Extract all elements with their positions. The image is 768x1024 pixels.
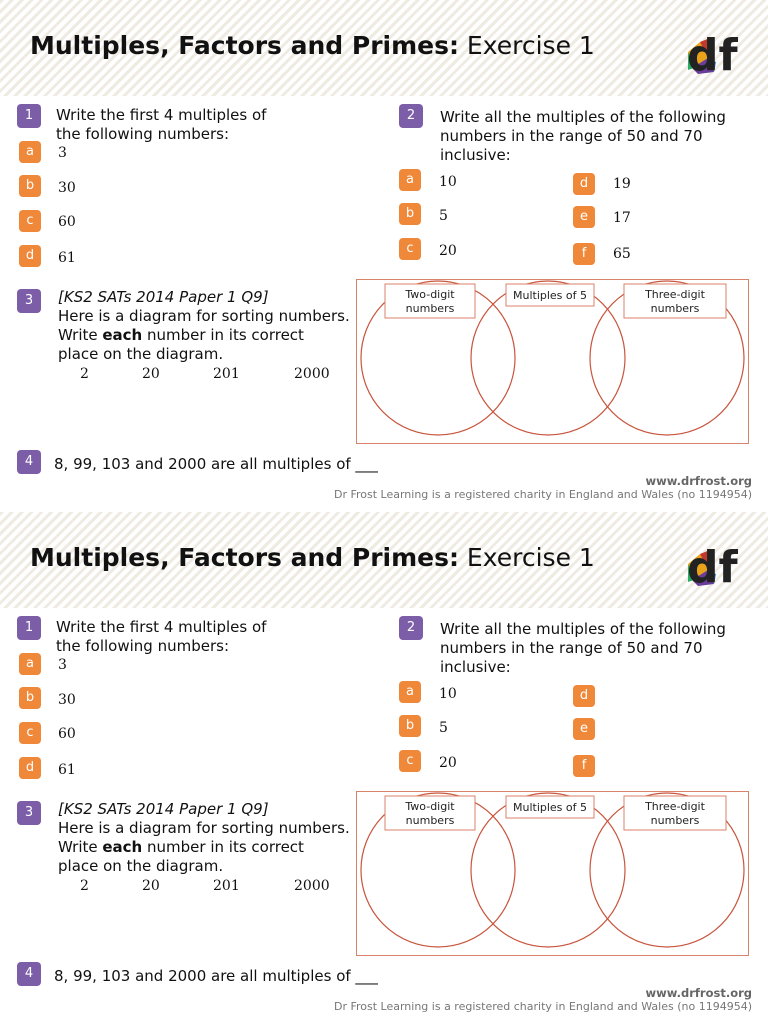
q2-prompt-line2: numbers in the range of 50 and 70 [440, 127, 703, 145]
q1-part-d-value: 61 [58, 762, 76, 778]
venn-label-two-digit-line1: Two-digit [405, 800, 455, 813]
q1-part-d-badge: d [19, 757, 41, 779]
q3-prompt-line3: Write each number in its correct [58, 326, 304, 344]
q1-part-b-badge: b [19, 175, 41, 197]
q1-prompt-line1: Write the first 4 multiples of [56, 618, 267, 636]
q2-part-e-badge: e [573, 206, 595, 228]
q3-prompt-line2: Here is a diagram for sorting numbers. [58, 307, 350, 325]
venn-diagram [356, 279, 749, 444]
q3-number: 2 [80, 878, 89, 894]
question-2-badge: 2 [399, 616, 423, 640]
worksheet [0, 512, 768, 1024]
q2-prompt-line2: numbers in the range of 50 and 70 [440, 639, 703, 657]
q2-part-f-badge: f [573, 755, 595, 777]
q2-part-d-badge: d [573, 173, 595, 195]
venn-label-three-digit-line2: numbers [650, 302, 700, 315]
q2-prompt-line1: Write all the multiples of the following [440, 108, 726, 126]
footer-url: www.drfrost.org [645, 474, 752, 488]
q1-part-c-value: 60 [58, 214, 76, 230]
q2-prompt-line3: inclusive: [440, 658, 511, 676]
footer-url: www.drfrost.org [645, 986, 752, 1000]
footer-charity-notice: Dr Frost Learning is a registered charity in England and Wales (no 1194954) [333, 1000, 752, 1013]
venn-label-three-digit-line2: numbers [650, 814, 700, 827]
q1-part-a-value: 3 [58, 145, 67, 161]
q1-part-b-badge: b [19, 687, 41, 709]
venn-label-two-digit-line2: numbers [405, 814, 455, 827]
q2-part-b-badge: b [399, 715, 421, 737]
q3-number: 20 [142, 366, 160, 382]
q2-part-e-badge: e [573, 718, 595, 740]
q1-prompt-line2: the following numbers: [56, 125, 229, 143]
q1-part-a-value: 3 [58, 657, 67, 673]
q2-part-c-value: 20 [439, 243, 457, 259]
drfrost-logo-icon [686, 540, 746, 586]
q4-prompt: 8, 99, 103 and 2000 are all multiples of ___ [54, 967, 378, 985]
q2-part-c-badge: c [399, 238, 421, 260]
worksheet-title: Multiples, Factors and Primes: Exercise 1 [30, 31, 595, 60]
q1-part-c-badge: c [19, 722, 41, 744]
q1-part-c-value: 60 [58, 726, 76, 742]
venn-label-multiples-of-5: Multiples of 5 [512, 289, 588, 302]
q1-part-d-badge: d [19, 245, 41, 267]
q3-number: 20 [142, 878, 160, 894]
q1-part-b-value: 30 [58, 692, 76, 708]
q3-number: 2000 [294, 878, 330, 894]
q2-part-b-value: 5 [439, 720, 448, 736]
footer-charity-notice: Dr Frost Learning is a registered charity in England and Wales (no 1194954) [333, 488, 752, 501]
q3-number: 201 [213, 366, 240, 382]
q2-part-a-value: 10 [439, 686, 457, 702]
q2-part-a-badge: a [399, 169, 421, 191]
svg-text:df: df [687, 30, 738, 74]
q1-part-b-value: 30 [58, 180, 76, 196]
svg-text:df: df [687, 542, 738, 586]
q3-number: 201 [213, 878, 240, 894]
q1-prompt-line2: the following numbers: [56, 637, 229, 655]
q2-part-b-value: 5 [439, 208, 448, 224]
worksheet-title: Multiples, Factors and Primes: Exercise 1 [30, 543, 595, 572]
q2-part-c-value: 20 [439, 755, 457, 771]
q3-prompt-line4: place on the diagram. [58, 345, 224, 363]
venn-diagram [356, 791, 749, 956]
q3-number: 2000 [294, 366, 330, 382]
venn-label-three-digit-line1: Three-digit [645, 288, 705, 301]
q2-part-e-value: 17 [613, 210, 631, 226]
question-3-badge: 3 [17, 801, 41, 825]
venn-label-multiples-of-5: Multiples of 5 [512, 801, 588, 814]
q3-number: 2 [80, 366, 89, 382]
q2-part-f-value: 65 [613, 246, 631, 262]
question-2-badge: 2 [399, 104, 423, 128]
question-4-badge: 4 [17, 450, 41, 474]
question-4-badge: 4 [17, 962, 41, 986]
q2-prompt-line3: inclusive: [440, 146, 511, 164]
q1-part-a-badge: a [19, 653, 41, 675]
q3-prompt-line3: Write each number in its correct [58, 838, 304, 856]
venn-label-three-digit-line1: Three-digit [645, 800, 705, 813]
q3-prompt-line2: Here is a diagram for sorting numbers. [58, 819, 350, 837]
q3-source: [KS2 SATs 2014 Paper 1 Q9] [58, 800, 269, 818]
venn-label-two-digit-line1: Two-digit [405, 288, 455, 301]
q1-prompt-line1: Write the first 4 multiples of [56, 106, 267, 124]
q1-part-a-badge: a [19, 141, 41, 163]
venn-label-two-digit-line2: numbers [405, 302, 455, 315]
question-3-badge: 3 [17, 289, 41, 313]
q3-source: [KS2 SATs 2014 Paper 1 Q9] [58, 288, 269, 306]
q2-part-d-badge: d [573, 685, 595, 707]
question-1-badge: 1 [17, 104, 41, 128]
q1-part-c-badge: c [19, 210, 41, 232]
q2-part-d-value: 19 [613, 176, 631, 192]
q2-part-b-badge: b [399, 203, 421, 225]
question-1-badge: 1 [17, 616, 41, 640]
q2-part-a-value: 10 [439, 174, 457, 190]
q3-prompt-line4: place on the diagram. [58, 857, 224, 875]
q1-part-d-value: 61 [58, 250, 76, 266]
q2-part-c-badge: c [399, 750, 421, 772]
q2-part-a-badge: a [399, 681, 421, 703]
q2-prompt-line1: Write all the multiples of the following [440, 620, 726, 638]
drfrost-logo-icon [686, 28, 746, 74]
q2-part-f-badge: f [573, 243, 595, 265]
q4-prompt: 8, 99, 103 and 2000 are all multiples of ___ [54, 455, 378, 473]
